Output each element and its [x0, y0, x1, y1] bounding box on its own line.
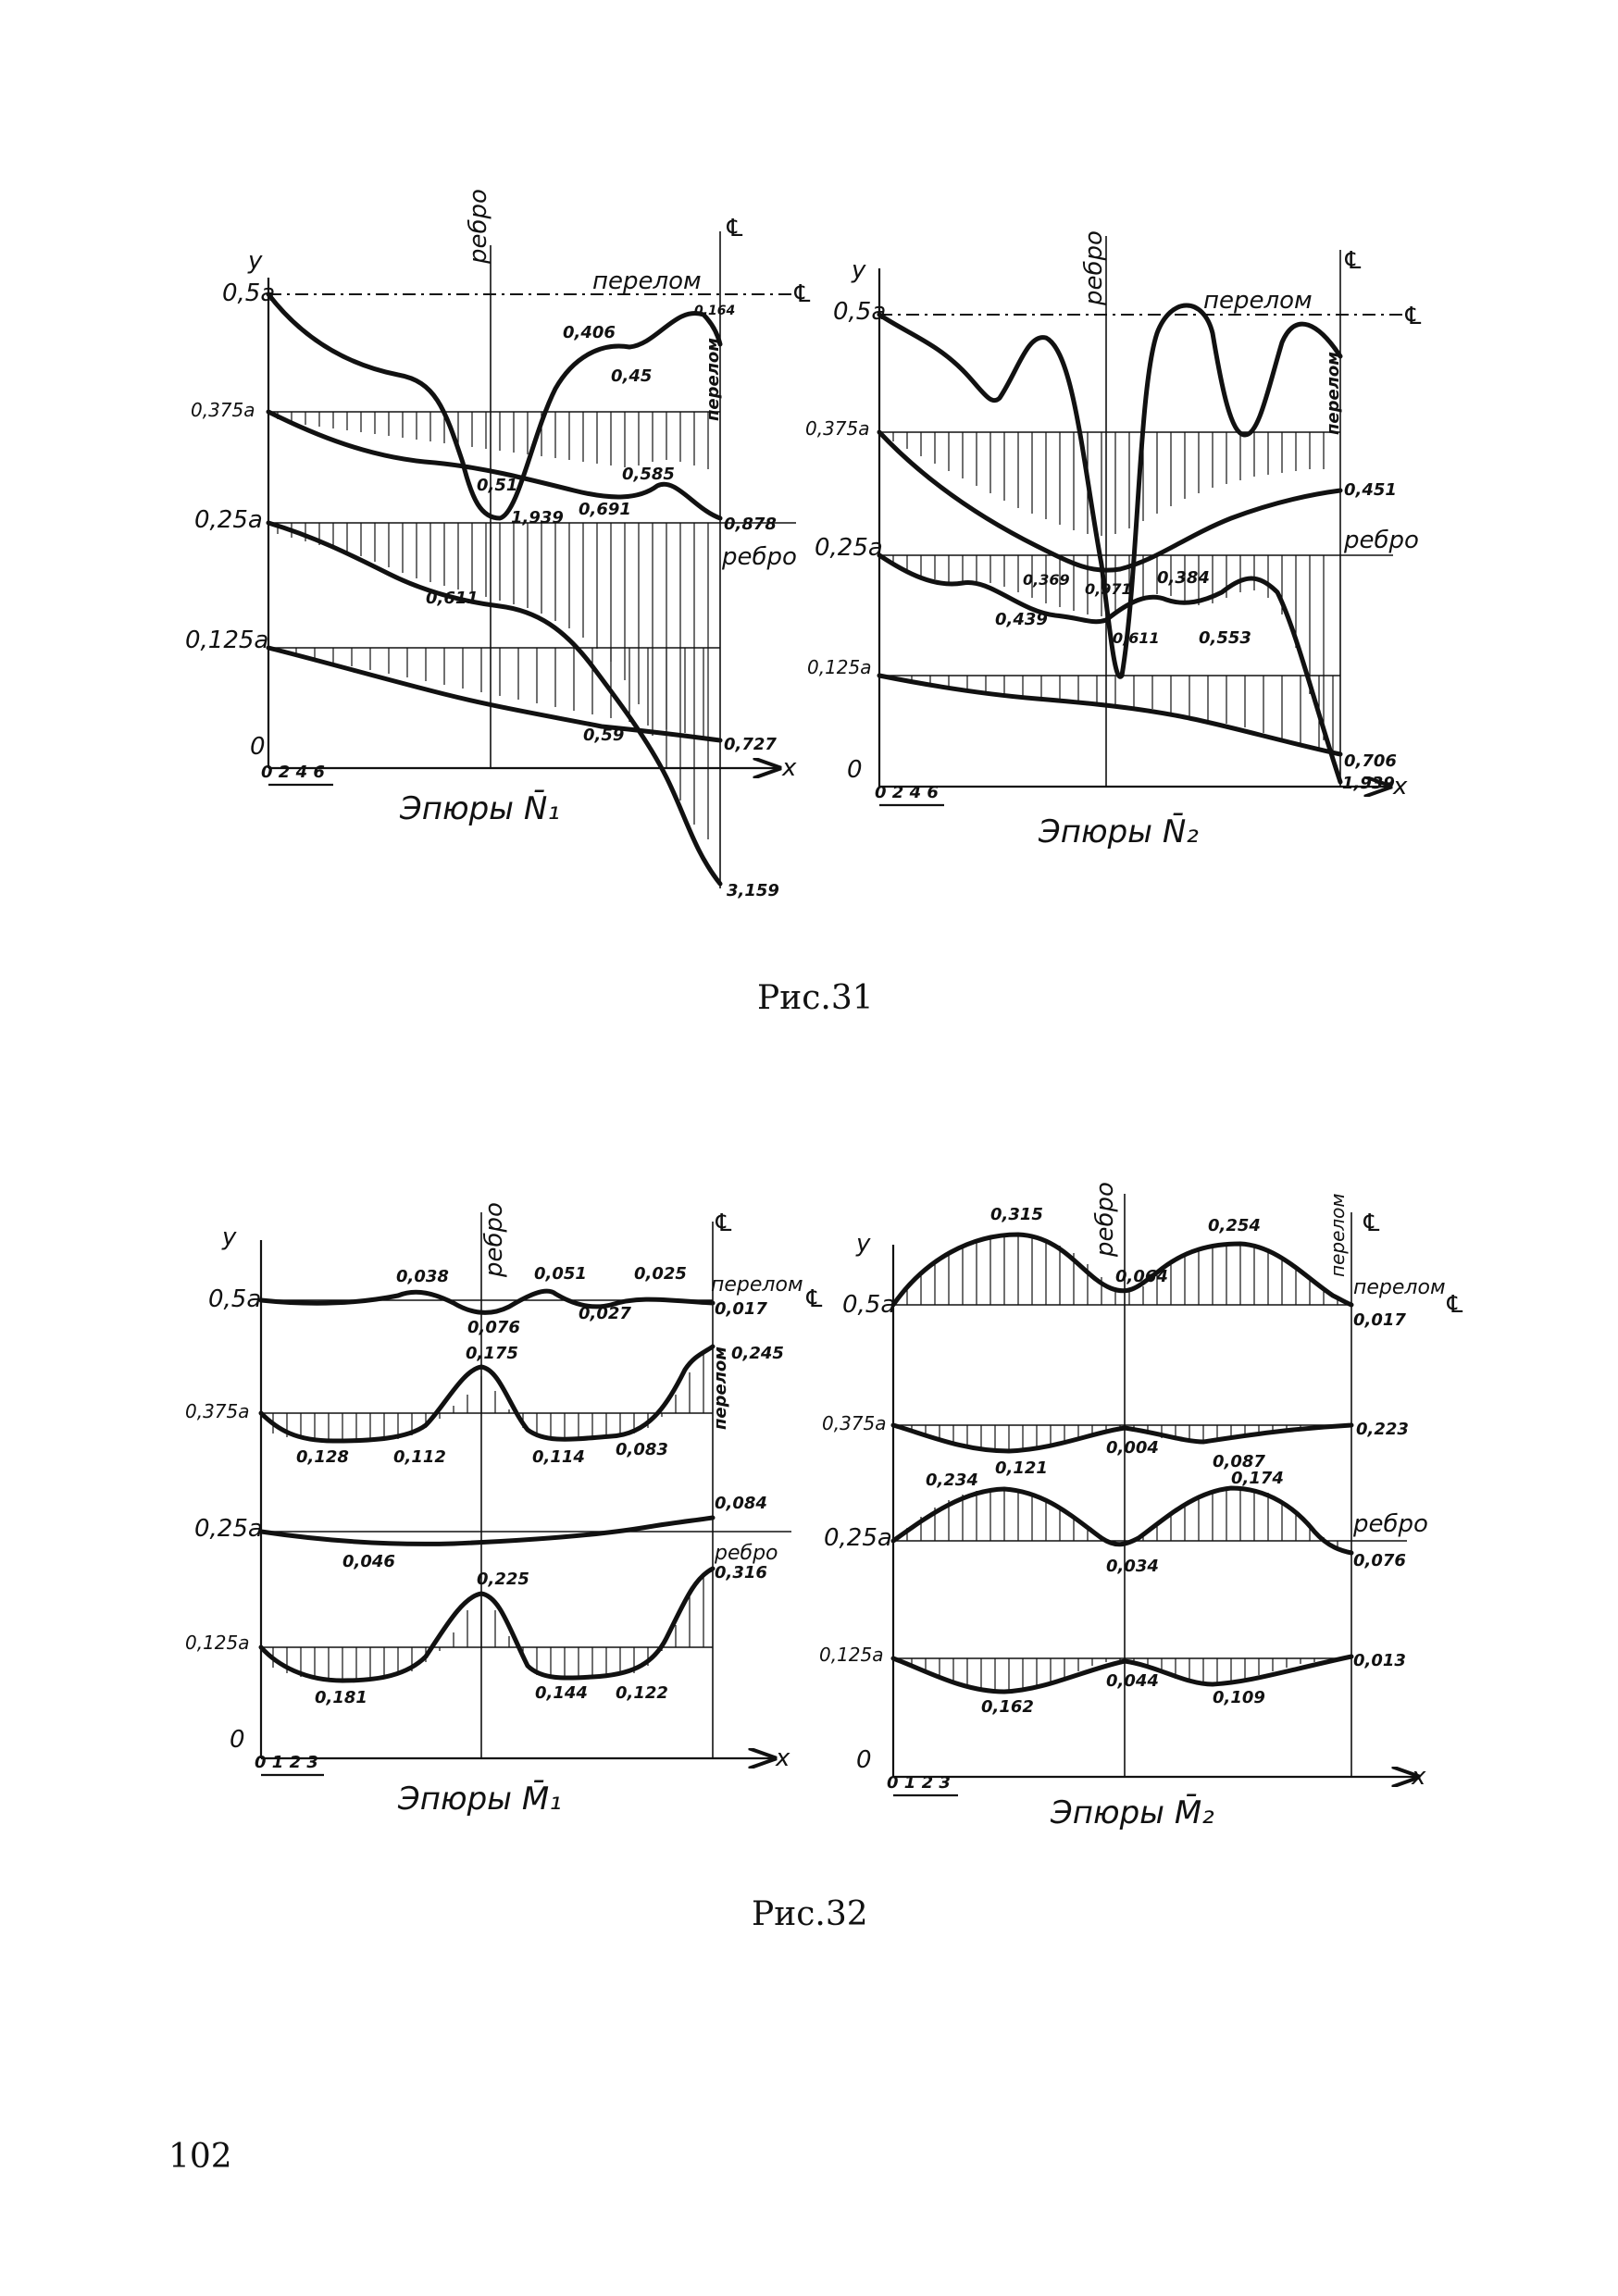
value-label: 0,017 — [1353, 1310, 1406, 1330]
break-label: перелом — [711, 1273, 803, 1297]
value-label: 0,027 — [579, 1304, 631, 1323]
figure-caption: Рис.31 — [757, 979, 874, 1017]
y-axis-label: y — [248, 247, 263, 275]
value-label: 0,128 — [296, 1447, 349, 1467]
value-label: 1,939 — [1342, 774, 1395, 793]
hatch-0125 — [893, 676, 1333, 753]
rib-label-horizontal: ребро — [1344, 527, 1419, 554]
value-label: 0,245 — [731, 1344, 784, 1363]
centerline-label-right: ℄ — [1402, 303, 1425, 330]
rib-label: ребро — [1091, 1182, 1119, 1257]
value-label: 0,064 — [1115, 1267, 1168, 1286]
centerline-label: ℄ — [1342, 247, 1364, 275]
value-label: 0,181 — [315, 1688, 367, 1707]
x-scale: 0 1 2 3 — [255, 1753, 318, 1772]
centerline-label-right: ℄ — [791, 280, 814, 308]
value-label: 0,013 — [1353, 1651, 1406, 1670]
value-label: 0,144 — [535, 1683, 588, 1703]
value-label: 0,59 — [583, 726, 625, 745]
y-tick-05: 0,5a — [222, 279, 276, 307]
value-label: 0,384 — [1157, 568, 1210, 588]
value-label: 0,971 — [1085, 580, 1132, 598]
rib-label-horizontal: ребро — [715, 1542, 778, 1565]
x-scale: 0 2 4 6 — [261, 763, 325, 782]
hatch-0375 — [278, 412, 708, 469]
value-label: 0,121 — [995, 1458, 1048, 1478]
diagram-m2 — [819, 1182, 1465, 1831]
break-label-vertical: перелом — [703, 338, 723, 421]
value-label: 0,234 — [926, 1471, 978, 1490]
diagram-title: Эпюры M̄₁ — [398, 1781, 562, 1818]
value-label: 0,223 — [1356, 1420, 1409, 1439]
curve-025 — [893, 1488, 1351, 1553]
break-label: перелом — [592, 267, 702, 295]
value-label: 1,939 — [511, 508, 564, 527]
y-tick-0125: 0,125a — [185, 627, 269, 654]
value-label: 0,004 — [1106, 1438, 1159, 1458]
x-axis-label: x — [782, 754, 797, 782]
diagram-title: Эпюры N̄₂ — [1039, 813, 1199, 850]
diagram-n2 — [805, 230, 1424, 850]
y-tick-05: 0,5a — [833, 298, 887, 326]
value-label: 0,254 — [1208, 1216, 1261, 1235]
diagram-n1 — [185, 189, 813, 900]
y-axis-label: y — [222, 1223, 237, 1251]
break-label: перелом — [1203, 287, 1313, 315]
value-label: 0,611 — [426, 589, 479, 608]
x-axis-label: x — [1393, 773, 1408, 800]
value-label: 0,45 — [611, 366, 653, 386]
value-label: 0,316 — [715, 1563, 767, 1582]
y-tick-0: 0 — [856, 1746, 872, 1774]
value-label: 0,017 — [715, 1299, 767, 1319]
value-label: 0,076 — [1353, 1551, 1406, 1570]
value-label: 0,175 — [466, 1344, 518, 1363]
break-label-vertical: перелом — [1326, 1193, 1349, 1277]
y-tick-0: 0 — [230, 1726, 245, 1754]
y-tick-0125: 0,125a — [185, 1632, 250, 1654]
rib-label-horizontal: ребро — [722, 543, 797, 571]
value-label: 0,122 — [616, 1683, 668, 1703]
value-label: 0,369 — [1023, 571, 1070, 589]
break-label-vertical: перелом — [711, 1347, 730, 1430]
centerline-label-right: ℄ — [1444, 1291, 1466, 1319]
break-label-vertical: перелом — [1324, 352, 1343, 435]
y-tick-0125: 0,125a — [819, 1644, 884, 1666]
diagram-m1 — [185, 1202, 825, 1818]
value-label: 0,046 — [342, 1552, 395, 1571]
diagram-title: Эпюры M̄₂ — [1051, 1794, 1214, 1831]
y-tick-0375: 0,375a — [191, 399, 255, 421]
value-label: 0,109 — [1213, 1688, 1265, 1707]
y-tick-025: 0,25a — [194, 1515, 263, 1543]
value-label: 0,878 — [724, 515, 777, 534]
value-label: 0,174 — [1231, 1469, 1284, 1488]
value-label: 0,706 — [1344, 751, 1397, 771]
centerline-label: ℄ — [713, 1210, 735, 1237]
value-label: 3,159 — [727, 881, 779, 900]
y-tick-05: 0,5a — [842, 1291, 896, 1319]
value-label: 0,025 — [634, 1264, 687, 1284]
value-label: 0,051 — [534, 1264, 587, 1284]
value-label: 0,315 — [990, 1205, 1043, 1224]
y-axis-label: y — [856, 1230, 871, 1258]
value-label: 0,038 — [396, 1267, 449, 1286]
value-label: 0,084 — [715, 1494, 767, 1513]
centerline-label: ℄ — [1361, 1210, 1383, 1237]
value-label: 0,164 — [694, 304, 736, 318]
value-label: 0,114 — [532, 1447, 585, 1467]
value-label: 0,034 — [1106, 1557, 1159, 1576]
page-number: 102 — [168, 2138, 232, 2176]
rib-label: ребро — [1080, 230, 1108, 305]
value-label: 0,611 — [1113, 629, 1160, 647]
value-label: 0,076 — [467, 1318, 520, 1337]
y-tick-0375: 0,375a — [805, 417, 870, 440]
y-axis-label: y — [852, 256, 866, 284]
y-tick-0: 0 — [250, 733, 266, 761]
rib-label: ребро — [480, 1202, 508, 1277]
rib-label: ребро — [465, 189, 492, 264]
value-label: 0,691 — [579, 500, 631, 519]
value-label: 0,044 — [1106, 1671, 1159, 1691]
break-label: перелом — [1353, 1276, 1446, 1299]
y-tick-0375: 0,375a — [822, 1412, 887, 1434]
rib-label-horizontal: ребро — [1353, 1510, 1428, 1538]
y-tick-0: 0 — [847, 756, 863, 784]
value-label: 0,439 — [995, 610, 1048, 629]
value-label: 0,553 — [1199, 628, 1251, 648]
diagram-title: Эпюры N̄₁ — [400, 790, 560, 827]
y-tick-0125: 0,125a — [807, 656, 872, 678]
value-label: 0,406 — [563, 323, 616, 342]
value-label: 0,51 — [477, 476, 518, 495]
curve-0125 — [879, 676, 1340, 754]
y-tick-025: 0,25a — [194, 506, 263, 534]
value-label: 0,451 — [1344, 480, 1397, 500]
x-scale: 0 2 4 6 — [875, 783, 939, 802]
x-axis-label: x — [1412, 1763, 1426, 1791]
value-label: 0,727 — [724, 735, 777, 754]
y-tick-025: 0,25a — [815, 534, 883, 562]
y-tick-0375: 0,375a — [185, 1400, 250, 1422]
value-label: 0,083 — [616, 1440, 668, 1459]
centerline-label: ℄ — [724, 215, 746, 242]
x-scale: 0 1 2 3 — [887, 1773, 951, 1793]
value-label: 0,225 — [477, 1570, 529, 1589]
y-tick-05: 0,5a — [208, 1285, 262, 1313]
curve-05 — [261, 1291, 713, 1312]
hatch-0375 — [893, 432, 1324, 536]
figure-caption: Рис.32 — [752, 1895, 868, 1933]
centerline-label-right: ℄ — [803, 1285, 826, 1313]
x-axis-label: x — [776, 1744, 790, 1772]
value-label: 0,087 — [1213, 1452, 1265, 1471]
value-label: 0,162 — [981, 1697, 1034, 1717]
value-label: 0,585 — [622, 465, 675, 484]
y-tick-025: 0,25a — [824, 1524, 892, 1552]
value-label: 0,112 — [393, 1447, 446, 1467]
